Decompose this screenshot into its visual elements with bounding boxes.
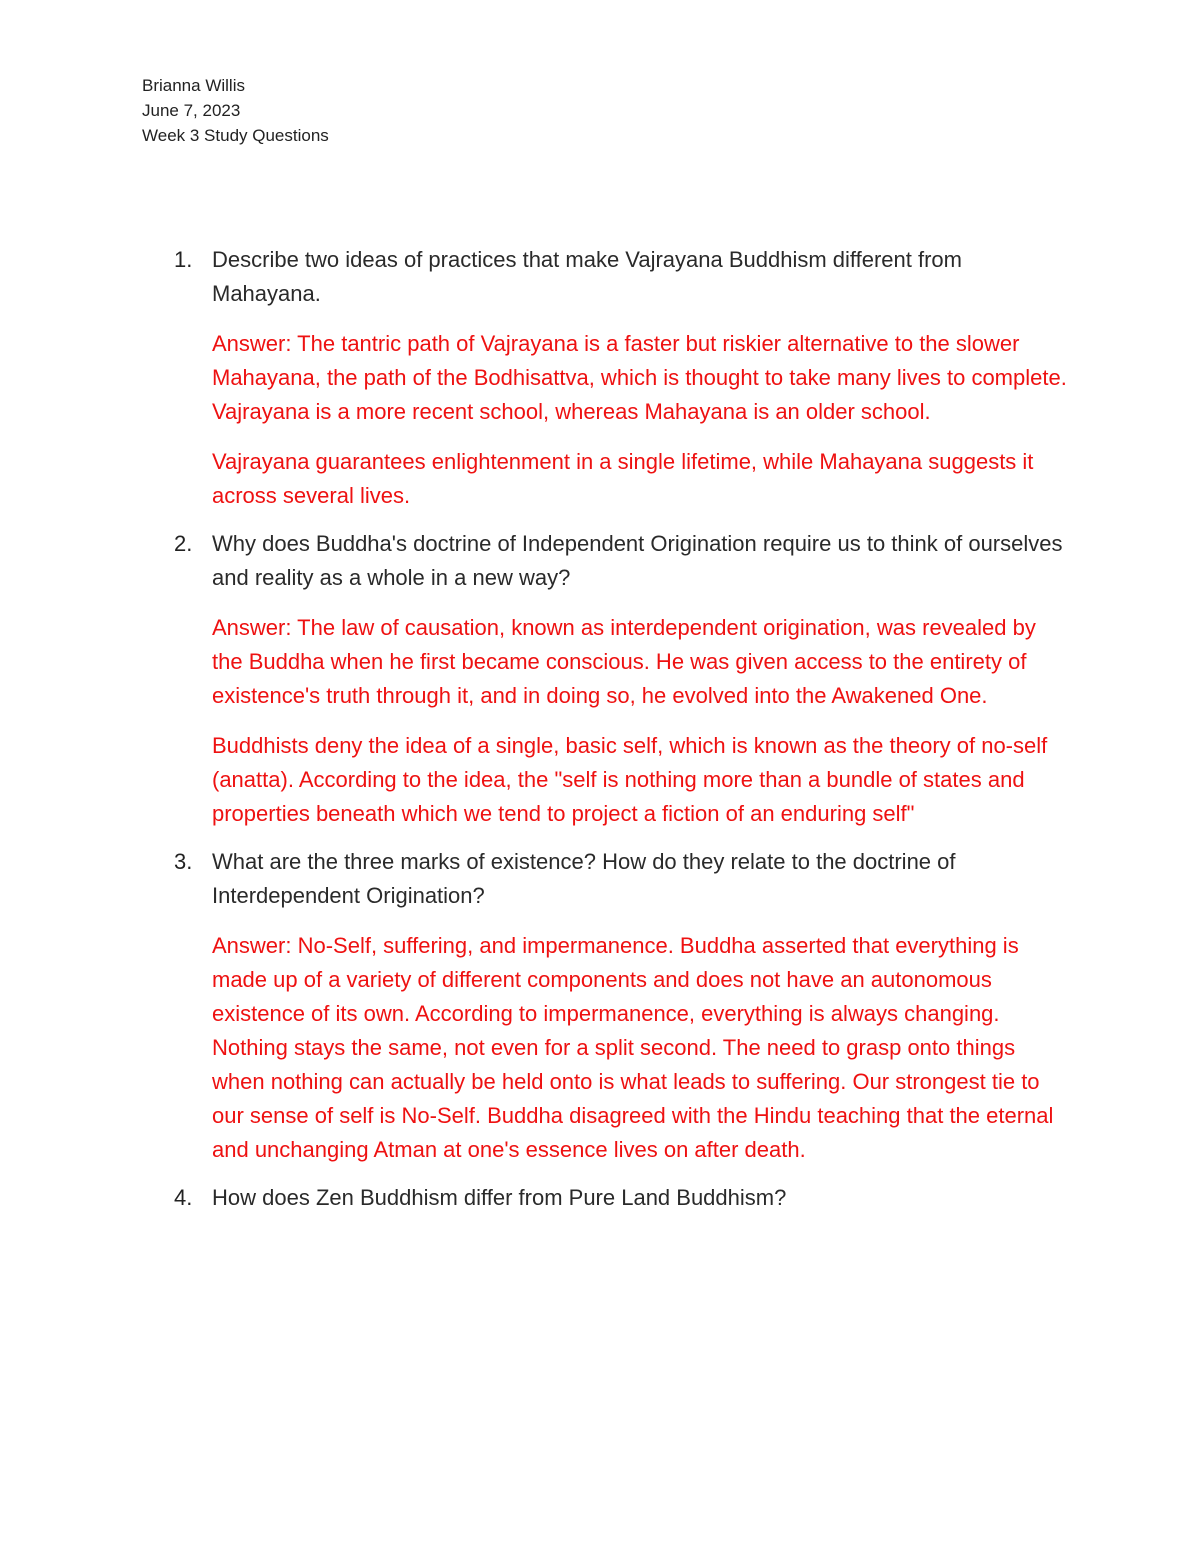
question-text: Describe two ideas of practices that make Vajrayana Buddhism different from Mahayana. (212, 247, 962, 306)
answer-paragraph: Answer: The law of causation, known as interdependent origination, was revealed by the Buddha when he first became conscious. He was given access to the entirety of existence's truth through it, and in doing so, he evolved into the Awakened One. (212, 615, 1036, 708)
document-header (142, 73, 329, 148)
question-number: 2. (174, 531, 193, 556)
answer-paragraph: Vajrayana guarantees enlightenment in a single lifetime, while Mahayana suggests it across several lives. (212, 449, 1034, 508)
question-text: What are the three marks of existence? How do they relate to the doctrine of Interdependent Origination? (212, 849, 956, 908)
answer-paragraph: Answer: No-Self, suffering, and impermanence. Buddha asserted that everything is made up of a variety of different components and does not have an autonomous existence of its own. According to impermanence, everything is always changing. Nothing stays the same, not even for a split second. The need to grasp onto things when nothing can actually be held onto is what leads to suffering. Our strongest tie to our sense of self is No-Self. Buddha disagreed with the Hindu teaching that the eternal and unchanging Atman at one's essence lives on after death. (212, 933, 1054, 1162)
question-number: 3. (174, 849, 193, 874)
question-text: How does Zen Buddhism differ from Pure Land Buddhism? (212, 1185, 787, 1210)
author-name: Brianna Willis (142, 76, 245, 95)
document-date: June 7, 2023 (142, 101, 241, 120)
question-item (142, 845, 1072, 1167)
document-title: Week 3 Study Questions (142, 126, 329, 145)
answer-paragraph: Answer: The tantric path of Vajrayana is a faster but riskier alternative to the slower Mahayana, the path of the Bodhisattva, which is thought to take many lives to complete. Vajrayana is a more recent school, whereas Mahayana is an older school. (212, 331, 1067, 424)
question-list (142, 243, 1072, 1229)
question-number: 4. (174, 1185, 193, 1210)
question-item (142, 527, 1072, 831)
question-item (142, 243, 1072, 513)
question-text: Why does Buddha's doctrine of Independent Origination require us to think of ourselves and reality as a whole in a new way? (212, 531, 1063, 590)
answer-paragraph: Buddhists deny the idea of a single, basic self, which is known as the theory of no-self (anatta). According to the idea, the "self is nothing more than a bundle of states and properties beneath which we tend to project a fiction of an enduring self" (212, 733, 1048, 826)
question-number: 1. (174, 247, 193, 272)
question-item (142, 1181, 1072, 1215)
